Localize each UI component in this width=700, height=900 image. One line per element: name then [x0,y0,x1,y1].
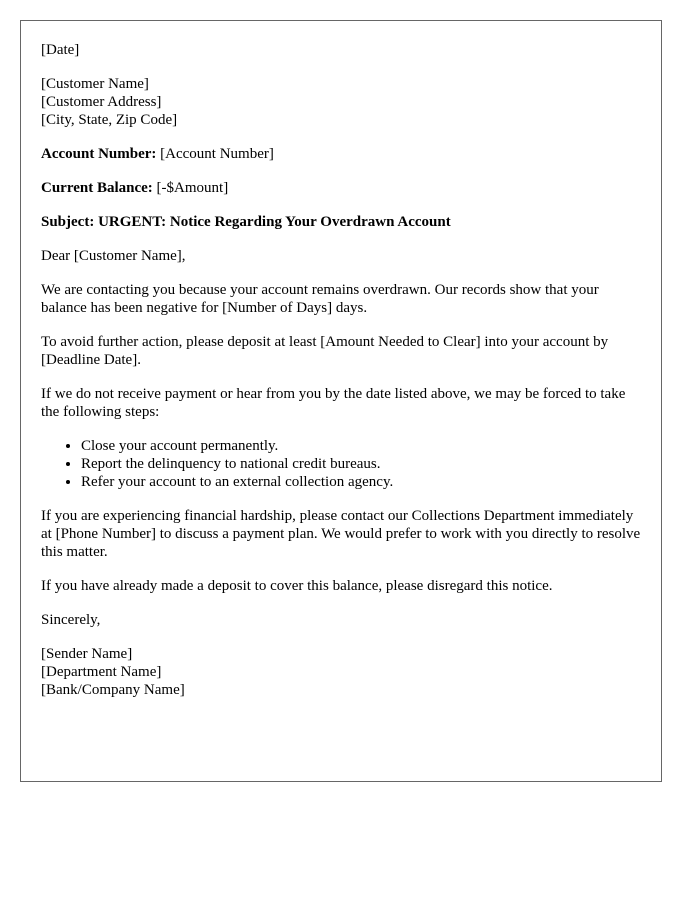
recipient-city-state-zip: [City, State, Zip Code] [41,112,178,128]
letter-page [20,20,662,782]
salutation: Dear [Customer Name], [41,248,186,264]
sender-company: [Bank/Company Name] [41,682,185,698]
account-number-label: Account Number: [41,146,157,162]
account-number-value: [Account Number] [160,146,274,162]
body-paragraph: To avoid further action, please deposit at least [Amount Needed to Clear] into your account by [Deadline Date]. [41,334,609,368]
current-balance-line [41,179,641,197]
account-number-line [41,145,641,163]
current-balance-value: [-$Amount] [156,180,229,196]
sender-name: [Sender Name] [41,646,133,662]
recipient-address: [Customer Address] [41,94,162,110]
letter-date: [Date] [41,42,80,58]
closing-paragraph: If you are experiencing financial hardship, please contact our Collections Department immediately at [Phone Number] to discuss a payment plan. We would prefer to work with you directly to resolve this matter. [41,508,641,560]
steps-list [41,437,641,491]
list-item: • Refer your account to an external collection agency. [81,473,641,491]
signature-block [41,645,641,699]
body-paragraph: We are contacting you because your account remains overdrawn. Our records show that your balance has been negative for [Number of Days] days. [41,282,599,316]
list-item: • Report the delinquency to national credit bureaus. [81,455,641,473]
recipient-name: [Customer Name] [41,76,149,92]
subject-line: Subject: URGENT: Notice Regarding Your Overdrawn Account [41,214,451,230]
list-item: • Close your account permanently. [81,437,641,455]
current-balance-label: Current Balance: [41,180,153,196]
closing-paragraph: If you have already made a deposit to cover this balance, please disregard this notice. [41,578,553,594]
sign-off: Sincerely, [41,612,101,628]
body-paragraph: If we do not receive payment or hear from you by the date listed above, we may be forced to take the following steps: [41,386,626,420]
recipient-block [41,75,641,129]
sender-department: [Department Name] [41,664,162,680]
